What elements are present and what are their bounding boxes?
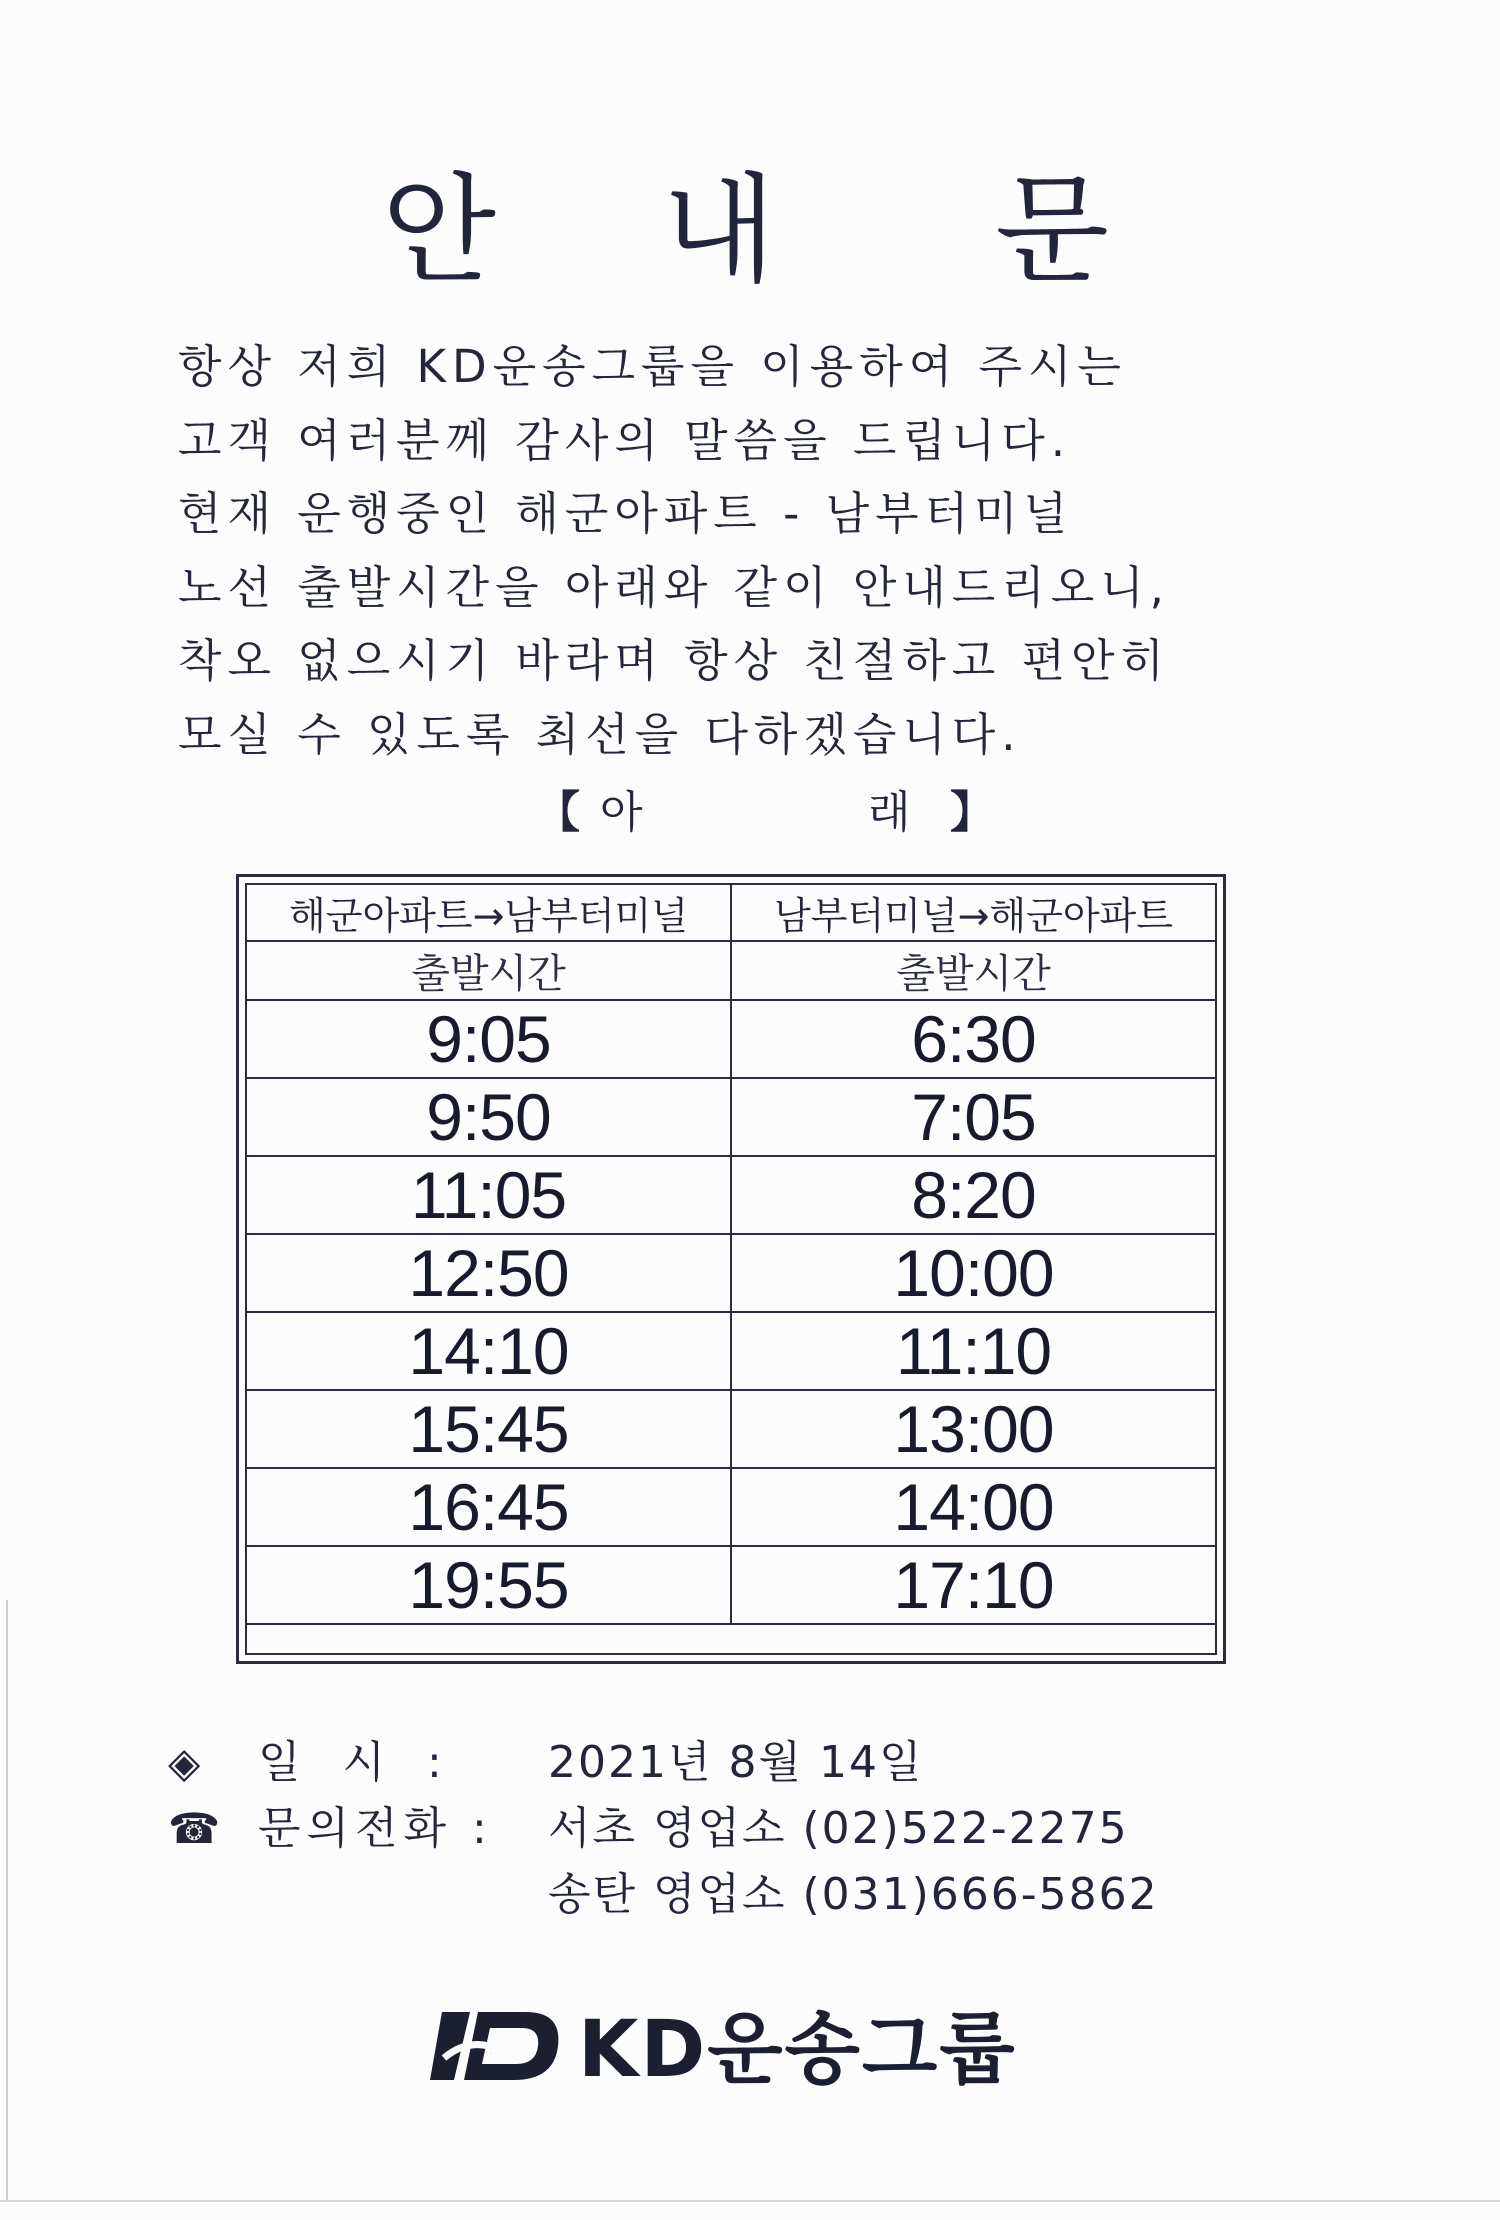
schedule-table-frame: [236, 874, 1226, 1664]
schedule-table-inner: [245, 883, 1217, 1655]
blank-cell: [247, 1624, 1215, 1673]
paper-edge-bottom: [0, 2200, 1500, 2202]
departure-time-outbound: 9:05: [247, 1000, 731, 1078]
table-row: [247, 1390, 1215, 1468]
table-row: [247, 1000, 1215, 1078]
paragraph-line: 고객 여러분께 감사의 말씀을 드립니다.: [178, 413, 1072, 467]
departure-time-outbound: 19:55: [247, 1546, 731, 1624]
departure-time-inbound: 14:00: [731, 1468, 1215, 1546]
table-row: [247, 1546, 1215, 1624]
contact-label: 문의전화 :: [258, 1803, 493, 1854]
below-heading: [0, 776, 1500, 846]
departure-time-outbound: 11:05: [247, 1156, 731, 1234]
departure-time-outbound: 9:50: [247, 1078, 731, 1156]
paper-edge-left: [6, 1600, 8, 2200]
title-char-1: 안: [382, 161, 496, 299]
departure-time-outbound: 15:45: [247, 1390, 731, 1468]
table-row: [247, 1078, 1215, 1156]
paragraph-line: 노선 출발시간을 아래와 같이 안내드리오니,: [178, 560, 1170, 614]
departure-time-outbound: 14:10: [247, 1312, 731, 1390]
departure-time-inbound: 10:00: [731, 1234, 1215, 1312]
paragraph-line: 착오 없으시기 바라며 항상 친절하고 편안히: [178, 634, 1170, 687]
below-char-2: 래: [868, 787, 911, 838]
table-row: [247, 1234, 1215, 1312]
table-row: [247, 1468, 1215, 1546]
title-char-3: 문: [995, 161, 1109, 299]
column-subheader-outbound: 출발시간: [247, 941, 731, 1000]
kd-logo-mark: [430, 2006, 562, 2086]
schedule-table: [247, 885, 1215, 1673]
departure-time-inbound: 11:10: [731, 1312, 1215, 1390]
date-label: 일 시 :: [258, 1737, 456, 1788]
table-subheader-row: [247, 941, 1215, 1000]
contact-line: [168, 1796, 1318, 1862]
contact-seocho: 서초 영업소 (02)522-2275: [548, 1803, 1129, 1854]
logo-text: KD운송그룹: [578, 2005, 1017, 2095]
diamond-icon: ◈: [168, 1738, 201, 1787]
info-section: [168, 1730, 1318, 1928]
column-header-outbound: 해군아파트→남부터미널: [247, 885, 731, 941]
paragraph-line: 항상 저희 KD운송그룹을 이용하여 주시는: [178, 340, 1127, 393]
table-header-row: [247, 885, 1215, 941]
contact-songtan: 송탄 영업소 (031)666-5862: [548, 1869, 1159, 1920]
column-subheader-inbound: 출발시간: [731, 941, 1215, 1000]
bracket-close: 】: [950, 787, 994, 838]
title-char-2: 내: [662, 161, 776, 299]
table-row: [247, 1312, 1215, 1390]
table-row: [247, 1156, 1215, 1234]
paragraph-line: 모실 수 있도록 최선을 다하겠습니다.: [178, 707, 1022, 761]
phone-icon: ☎: [168, 1804, 221, 1853]
bracket-open: 【: [536, 787, 580, 838]
departure-time-inbound: 6:30: [731, 1000, 1215, 1078]
notice-title: [0, 160, 1500, 300]
column-header-inbound: 남부터미널→해군아파트: [731, 885, 1215, 941]
company-logo: [430, 2000, 1130, 2100]
departure-time-inbound: 8:20: [731, 1156, 1215, 1234]
departure-time-inbound: 13:00: [731, 1390, 1215, 1468]
below-char-1: 아: [600, 787, 643, 838]
departure-time-inbound: 7:05: [731, 1078, 1215, 1156]
departure-time-outbound: 12:50: [247, 1234, 731, 1312]
logo-mark-text: KD: [490, 2054, 492, 2055]
paragraph-line: 현재 운행중인 해군아파트 - 남부터미널: [178, 487, 1073, 540]
date-line: [168, 1730, 1318, 1796]
contact-line-2: [168, 1862, 1318, 1928]
table-blank-row: [247, 1624, 1215, 1673]
departure-time-outbound: 16:45: [247, 1468, 731, 1546]
date-value: 2021년 8월 14일: [548, 1737, 924, 1788]
departure-time-inbound: 17:10: [731, 1546, 1215, 1624]
notice-paragraph: [178, 330, 1338, 771]
